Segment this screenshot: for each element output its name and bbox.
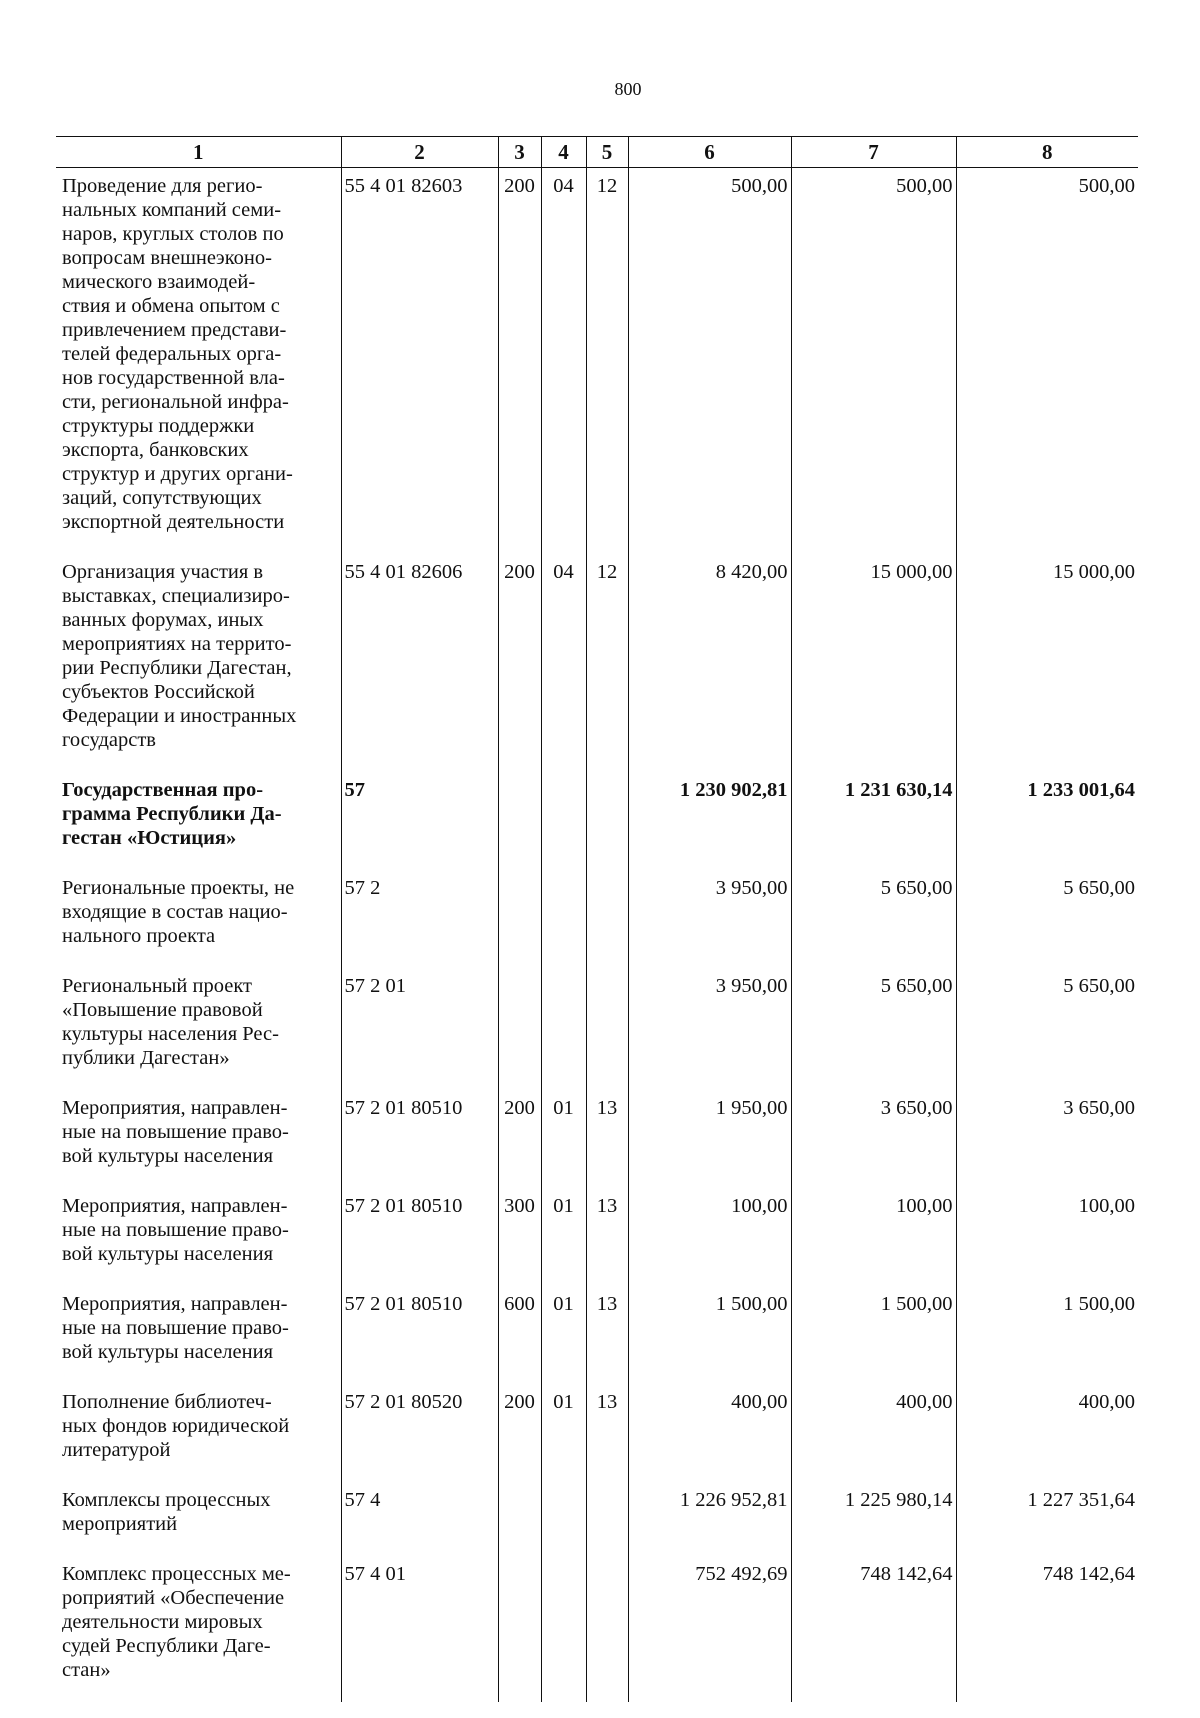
row-col-4: 01 [541,1286,586,1384]
row-col-3 [498,772,541,870]
row-value-7: 748 142,64 [791,1556,956,1702]
row-code: 57 2 [341,870,498,968]
row-value-8: 748 142,64 [956,1556,1138,1702]
row-value-8: 100,00 [956,1188,1138,1286]
row-name: Проведение для регио- нальных компаний семи- наров, круглых столов по вопросам внешнеэконо- мического взаимодей- ствия и обмена опытом с привлечением представи- телей федеральных орга- нов государственной вла- сти, региональной инфра- структуры поддержки экспорта, банковских структур и других органи- заций, сопутствующих экспортной деятельности [62,175,293,533]
row-col-5: 13 [586,1090,628,1188]
table-row [56,554,1138,772]
row-col-4 [541,968,586,1090]
row-col-5 [586,870,628,968]
table-row [56,1482,1138,1556]
row-value-6: 1 230 902,81 [628,772,791,870]
row-code: 57 2 01 [341,968,498,1090]
row-name: Пополнение библиотеч- ных фондов юридической литературой [62,1391,290,1461]
row-col-4: 01 [541,1090,586,1188]
row-name: Мероприятия, направлен- ные на повышение право- вой культуры населения [62,1293,289,1363]
row-name: Мероприятия, направлен- ные на повышение право- вой культуры населения [62,1097,289,1167]
row-value-7: 100,00 [791,1188,956,1286]
row-col-5: 12 [586,168,628,555]
row-col-4 [541,870,586,968]
table-row [56,968,1138,1090]
header-row [56,137,1138,168]
row-value-6: 400,00 [628,1384,791,1482]
row-value-8: 5 650,00 [956,870,1138,968]
row-value-7: 15 000,00 [791,554,956,772]
row-col-5: 12 [586,554,628,772]
header-col-2: 2 [341,137,498,168]
row-col-5 [586,968,628,1090]
row-value-8: 500,00 [956,168,1138,555]
table-row [56,772,1138,870]
row-value-7: 5 650,00 [791,968,956,1090]
row-value-8: 15 000,00 [956,554,1138,772]
table-row [56,1188,1138,1286]
row-col-5: 13 [586,1188,628,1286]
header-col-4: 4 [541,137,586,168]
row-value-6: 752 492,69 [628,1556,791,1702]
header-col-3: 3 [498,137,541,168]
row-value-6: 1 226 952,81 [628,1482,791,1556]
row-value-8: 1 227 351,64 [956,1482,1138,1556]
row-value-7: 1 225 980,14 [791,1482,956,1556]
row-value-7: 400,00 [791,1384,956,1482]
row-value-6: 3 950,00 [628,968,791,1090]
row-value-7: 1 231 630,14 [791,772,956,870]
row-value-6: 1 500,00 [628,1286,791,1384]
row-code: 55 4 01 82603 [341,168,498,555]
row-col-5 [586,1482,628,1556]
row-name: Мероприятия, направлен- ные на повышение право- вой культуры населения [62,1195,289,1265]
row-col-4: 01 [541,1384,586,1482]
row-value-6: 3 950,00 [628,870,791,968]
row-value-7: 5 650,00 [791,870,956,968]
row-code: 57 4 01 [341,1556,498,1702]
row-name: Государственная про- грамма Республики Да- гестан «Юстиция» [62,779,282,849]
row-code: 55 4 01 82606 [341,554,498,772]
row-name: Региональный проект «Повышение правовой культуры населения Рес- публики Дагестан» [62,975,279,1069]
row-value-6: 1 950,00 [628,1090,791,1188]
header-col-6: 6 [628,137,791,168]
row-value-6: 500,00 [628,168,791,555]
row-value-8: 1 500,00 [956,1286,1138,1384]
row-col-4 [541,1556,586,1702]
header-col-1: 1 [56,137,341,168]
table-row [56,1090,1138,1188]
row-col-4: 01 [541,1188,586,1286]
budget-table [56,136,1138,1702]
row-value-8: 3 650,00 [956,1090,1138,1188]
table-row [56,870,1138,968]
row-code: 57 4 [341,1482,498,1556]
row-col-3: 200 [498,554,541,772]
header-col-5: 5 [586,137,628,168]
row-value-8: 400,00 [956,1384,1138,1482]
header-col-7: 7 [791,137,956,168]
row-col-3: 200 [498,1090,541,1188]
row-col-4 [541,772,586,870]
row-col-3: 200 [498,1384,541,1482]
table-row [56,1384,1138,1482]
table-row [56,168,1138,555]
row-value-6: 8 420,00 [628,554,791,772]
row-name: Региональные проекты, не входящие в состав нацио- нального проекта [62,877,295,947]
row-value-8: 5 650,00 [956,968,1138,1090]
row-col-3 [498,968,541,1090]
row-value-7: 1 500,00 [791,1286,956,1384]
header-col-8: 8 [956,137,1138,168]
row-col-5: 13 [586,1286,628,1384]
row-col-5: 13 [586,1384,628,1482]
row-col-5 [586,772,628,870]
row-col-3 [498,1482,541,1556]
row-code: 57 2 01 80510 [341,1188,498,1286]
table-row [56,1286,1138,1384]
page-number: 800 [614,79,642,99]
row-code: 57 2 01 80510 [341,1090,498,1188]
row-value-6: 100,00 [628,1188,791,1286]
row-name: Комплексы процессных мероприятий [62,1489,271,1535]
row-col-4 [541,1482,586,1556]
row-col-3 [498,1556,541,1702]
row-value-7: 3 650,00 [791,1090,956,1188]
row-name: Комплекс процессных ме- роприятий «Обеспечение деятельности мировых судей Республики Даге- стан» [62,1563,291,1681]
row-name: Организация участия в выставках, специализиро- ванных форумах, иных мероприятиях на террито- рии Республики Дагестан, субъектов Российской Федерации и иностранных государств [62,561,297,751]
row-code: 57 2 01 80520 [341,1384,498,1482]
row-col-3: 600 [498,1286,541,1384]
row-code: 57 [341,772,498,870]
row-code: 57 2 01 80510 [341,1286,498,1384]
row-col-5 [586,1556,628,1702]
row-col-3: 300 [498,1188,541,1286]
row-col-3 [498,870,541,968]
row-col-3: 200 [498,168,541,555]
row-value-7: 500,00 [791,168,956,555]
row-value-8: 1 233 001,64 [956,772,1138,870]
table-row [56,1556,1138,1702]
row-col-4: 04 [541,168,586,555]
row-col-4: 04 [541,554,586,772]
